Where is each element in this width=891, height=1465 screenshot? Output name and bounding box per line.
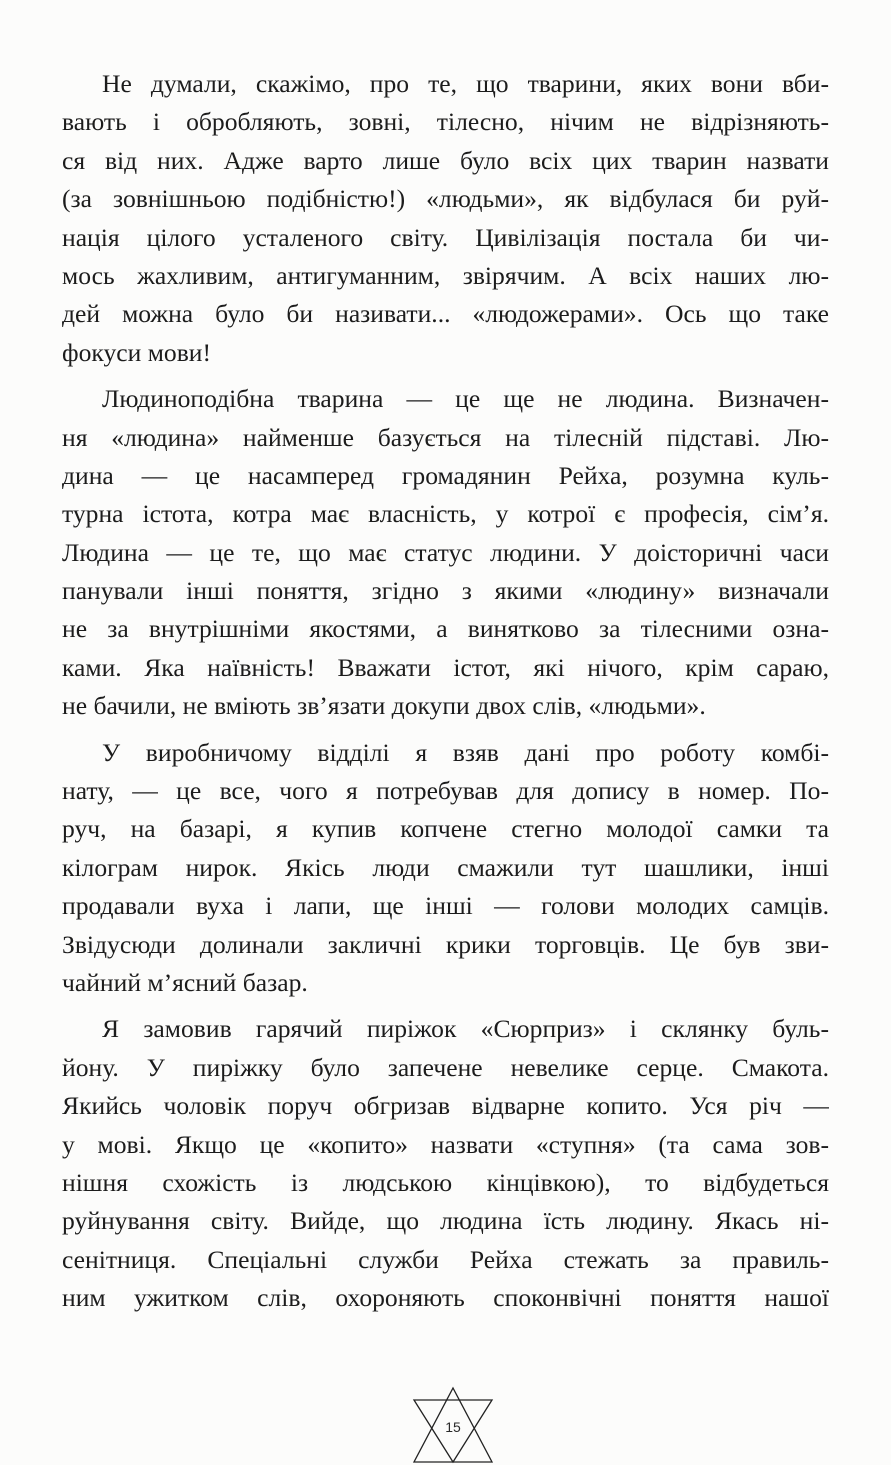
text-line: сенітниця. Спеціальні служби Рейха стежать за правиль- xyxy=(62,1244,829,1274)
paragraph xyxy=(62,1010,829,1317)
text-line: не за внутрішніми якостями, а винятково за тілесними озна- xyxy=(62,614,829,644)
text-line: не бачили, не вміють зв’язати докупи двох слів, «людьми». xyxy=(62,691,706,721)
text-line: ня «людина» найменше базується на тілесній підставі. Лю- xyxy=(62,422,829,452)
text-line: ним ужитком слів, охороняють споконвічні поняття нашої xyxy=(62,1283,829,1313)
text-line: Людина — це те, що має статус людини. У доісторичні часи xyxy=(62,537,829,567)
text-line: вають і обробляють, зовні, тілесно, нічим не відрізняють- xyxy=(62,107,829,137)
text-line: Не думали, скажімо, про те, що тварини, яких вони вби- xyxy=(102,69,829,98)
text-line: нішня схожість із людською кінцівкою), то відбудеться xyxy=(62,1167,829,1197)
text-line: Я замовив гарячий пиріжок «Сюрприз» і склянку буль- xyxy=(102,1014,829,1044)
text-line: чайний м’ясний базар. xyxy=(62,967,308,997)
text-line: фокуси мови! xyxy=(62,337,212,367)
text-line: У виробничому відділі я взяв дані про роботу комбі- xyxy=(102,737,829,767)
page-body-text xyxy=(62,65,829,1326)
text-line: Звідусюди долинали закличні крики торговців. Це був зви- xyxy=(62,929,829,959)
text-line: кілограм нирок. Якісь люди смажили тут шашлики, інші xyxy=(62,852,829,882)
text-line: у мові. Якщо це «копито» назвати «ступня» (та сама зов- xyxy=(62,1129,829,1159)
text-line: ся від них. Адже варто лише було всіх цих тварин назвати xyxy=(62,145,829,175)
text-line: (за зовнішньою подібністю!) «людьми», як відбулася би руй- xyxy=(62,184,829,214)
paragraph xyxy=(62,734,829,1003)
text-line: руйнування світу. Вийде, що людина їсть людину. Якась ні- xyxy=(62,1206,829,1236)
page-number-mark xyxy=(412,1386,494,1464)
text-line: руч, на базарі, я купив копчене стегно молодої самки та xyxy=(62,814,829,844)
text-line: продавали вуха і лапи, ще інші — голови молодих самців. xyxy=(62,891,829,921)
text-line: нація цілого усталеного світу. Цивілізація постала би чи- xyxy=(62,222,829,252)
text-line: мось жахливим, антигуманним, звірячим. А всіх наших лю- xyxy=(62,260,829,290)
text-line: Людиноподібна тварина — це ще не людина. Визначен- xyxy=(102,384,829,414)
paragraph xyxy=(62,65,829,372)
paragraph xyxy=(62,380,829,726)
text-line: ками. Яка наївність! Вважати істот, які нічого, крім сараю, xyxy=(62,652,829,682)
text-line: турна істота, котра має власність, у котрої є професія, сім’я. xyxy=(62,499,829,529)
text-line: нату, — це все, чого я потребував для допису в номер. По- xyxy=(62,776,829,806)
page-number: 15 xyxy=(445,1419,461,1435)
text-line: Якийсь чоловік поруч обгризав відварне копито. Уся річ — xyxy=(62,1091,829,1121)
text-line: дина — це насамперед громадянин Рейха, розумна куль- xyxy=(62,460,829,490)
text-line: панували інші поняття, згідно з якими «людину» визначали xyxy=(62,576,829,606)
text-line: йону. У пиріжку було запечене невелике серце. Смакота. xyxy=(62,1052,829,1082)
text-line: дей можна було би називати... «людожерами». Ось що таке xyxy=(62,299,829,329)
